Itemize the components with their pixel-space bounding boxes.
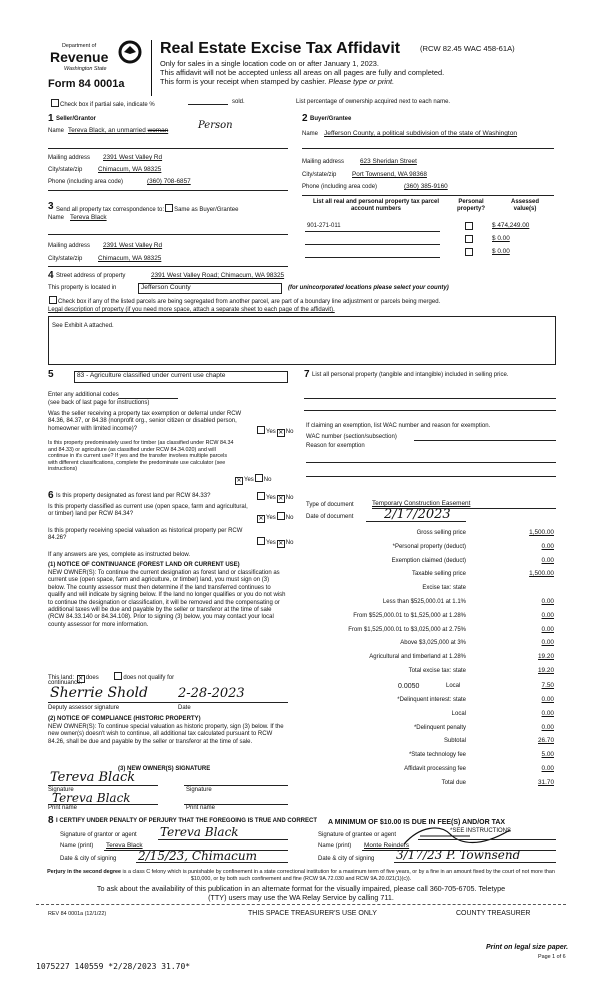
assessor-date: 2-28-2023 — [178, 686, 245, 701]
tax-row-value: 0.00 — [541, 598, 554, 605]
buyer-name: Jefferson County, a political subdivision of the state of Washington — [324, 130, 518, 137]
county-note: (for unincorporated locations please select your county) — [288, 285, 449, 291]
historic-answer[interactable]: Yes ✕ No — [256, 537, 293, 548]
wac-claim: If claiming an exemption, list WAC number and reason for exemption. — [306, 423, 491, 429]
notice-1-text: NEW OWNER(S): To continue the current designation as forest land or classification as current use (open space, farm and agriculture, or timber) land, you must sign on (3) below. The county assessor must then determine if the land transferred continues to qualify and will indicate by signing below. If the land no longer qualifies or you do not wish to continue the designation or classification, it will be removed and the compensating or additional taxes will be due and payable by the seller or transferor at the time of sale (RCW 84.33.140 or 84.34.108). Prior to signing (3) below, you may contact your local county assessor for more information. — [48, 570, 286, 628]
header-divider — [151, 40, 152, 96]
corr-city: Chimacum, WA 98325 — [98, 255, 162, 262]
seller-heading: Seller/Grantor — [56, 116, 97, 122]
tax-row-value: 0.00 — [541, 639, 554, 647]
buyer-phone-label: Phone (including area code) — [302, 184, 378, 190]
street-label: Street address of property — [56, 273, 126, 279]
section-2-number: 2 — [302, 113, 308, 124]
partial-sale-check[interactable]: Check box if partial sale, indicate % — [50, 99, 155, 109]
grantee-signature-label: Signature of grantee or agent — [318, 832, 397, 838]
tax-row-value: 26.70 — [538, 737, 554, 745]
tax-row-label: Affidavit processing fee — [404, 766, 466, 772]
owner-print: Tereva Black — [52, 791, 131, 805]
forest-yes-checkbox[interactable] — [257, 492, 265, 500]
section-8-number: 8 — [48, 815, 54, 826]
tax-row-label: *Delinquent interest: state — [397, 697, 466, 703]
does-not-checkbox[interactable] — [114, 672, 122, 680]
owner-print-label: Print name — [48, 805, 78, 811]
wac-number-label: WAC number (section/subsection) — [306, 434, 397, 440]
owner-print-label-2: Print name — [186, 805, 216, 811]
tax-row-value: 1,500.00 — [529, 529, 554, 536]
seller-name-handwritten: Person — [198, 120, 233, 131]
tax-row-value: 0.00 — [541, 696, 554, 703]
corr-name-label: Name — [48, 215, 65, 221]
perjury-notice: Perjury in the second degree is a class C felony which is punishable by confinement in a state correctional institution for a maximum term of five years, or by a fine in an amount fixed by the court of not more than $10,000, or by both such confinement and fine (RCW 9A.72.030 and RCW 9A.20.021(1)(c)). — [47, 869, 555, 882]
grantee-print: Monte Reinders — [364, 842, 410, 849]
grantor-print: Tereva Black — [106, 842, 143, 849]
tax-row-value: 19.20 — [538, 667, 554, 674]
county-select[interactable]: Jefferson County — [138, 283, 282, 294]
revenue-logo-icon — [118, 40, 142, 64]
street-address: 2391 West Valley Road; Chimacum, WA 98325 — [151, 272, 285, 279]
local-value: 7.50 — [541, 682, 554, 689]
treasurer-note: THIS SPACE TREASURER'S USE ONLY — [248, 910, 377, 917]
buyer-mailing: 623 Sheridan Street — [360, 158, 417, 165]
assessor-signature: Sherrie Shold — [50, 685, 148, 701]
county-treasurer: COUNTY TREASURER — [456, 910, 531, 917]
tax-row-value: 0.00 — [541, 625, 554, 633]
buyer-city: Port Townsend, WA 98368 — [352, 171, 427, 178]
grantor-print-label: Name (print) — [60, 843, 94, 849]
seller-city-label: City/state/zip — [48, 167, 83, 173]
notice-3-heading: (3) NEW OWNER(S) SIGNATURE — [118, 766, 211, 772]
doc-type: Temporary Construction Easement — [372, 500, 471, 507]
tax-row-value: 0.00 — [541, 542, 554, 550]
current-use-yes-checkbox[interactable]: ✕ — [258, 516, 264, 522]
exemption-yes-checkbox[interactable] — [257, 426, 265, 434]
doc-date-label: Date of document — [306, 514, 354, 520]
tax-row-label: Agricultural and timberland at 1.28% — [369, 654, 466, 661]
access-line-1: To ask about the availability of this publication in an alternate format for the visually impaired, please call 360-705-6705. Teletype — [96, 884, 506, 893]
header-note-3: This form is your receipt when stamped by cashier. Please type or print. — [160, 77, 395, 86]
header-note-2: This affidavit will not be accepted unless all areas on all pages are fully and completed. — [160, 68, 445, 77]
dept-line3: Washington State — [64, 66, 107, 72]
buyer-city-label: City/state/zip — [302, 172, 337, 178]
seller-phone: (360) 708-6857 — [147, 178, 191, 185]
assessed-col-header: Assessed value(s) — [510, 199, 540, 213]
located-label: This property is located in — [48, 285, 117, 291]
tax-row-value: 31.70 — [538, 778, 554, 786]
buyer-phone: (360) 385-9160 — [404, 183, 448, 190]
grantee-date-label: Date & city of signing — [318, 856, 375, 862]
personal-property-checkbox[interactable] — [465, 235, 473, 243]
forest-question: Is this property designated as forest land per RCW 84.33? — [56, 493, 211, 499]
owner-signature: Tereva Black — [50, 770, 136, 785]
tax-row-label: *State technology fee — [408, 752, 466, 759]
tax-row-label: Taxable selling price — [411, 571, 466, 578]
dept-line1: Department of — [62, 43, 97, 49]
current-use-question: Is this property classified as current use (open space, farm and agricultural, or timber) land per RCW 84.34? — [48, 504, 248, 518]
correspondence-heading: Send all property tax correspondence to: Same as Buyer/Grantee — [56, 204, 238, 214]
personal-col-header: Personal property? — [456, 199, 485, 213]
segregated-check[interactable]: Check box if any of the listed parcels are being segregated from another parcel, are part of a boundary line adjustment or parcels being merged. — [48, 296, 440, 306]
parcel-assessed-value: $ 0.00 — [492, 235, 510, 242]
land-use-select[interactable]: 83 - Agriculture classified under current use chapte — [74, 371, 288, 383]
form-number: Form 84 0001a — [48, 78, 125, 90]
grantee-signature — [400, 822, 520, 850]
tax-row-label: Excise tax: state — [422, 585, 466, 592]
section-1-number: 1 — [48, 113, 54, 124]
grantor-signature: Tereva Black — [160, 825, 239, 839]
corr-mailing-label: Mailing address — [48, 243, 91, 249]
corr-mailing: 2391 West Valley Rd — [103, 242, 163, 249]
section-5-number: 5 — [48, 369, 54, 380]
recording-stamp: 1075227 140559 *2/28/2023 31.70* — [36, 962, 191, 971]
tax-row-label: *Personal property (deduct) — [392, 543, 466, 550]
timber-yes-checkbox[interactable]: ✕ — [236, 478, 242, 484]
certify-statement: I CERTIFY UNDER PENALTY OF PERJURY THAT THE FOREGOING IS TRUE AND CORRECT — [56, 818, 318, 824]
personal-property-checkbox[interactable] — [465, 248, 473, 256]
legal-description-box[interactable] — [48, 316, 556, 365]
parcel-assessed-value: $ 0.00 — [492, 248, 510, 255]
timber-question: Is this property predominately used for timber (as classified under RCW 84.34 and 84.33) or agriculture (as classified under RCW 84.34.020) and will continue in it's current use? If yes and the transfer involves multiple parcels with different classifications, complete the predominate use calculator (see instructions) — [48, 440, 234, 473]
tax-row-value: 0.00 — [541, 765, 554, 772]
tax-row-label: From $1,525,000.01 to $3,025,000 at 2.75% — [348, 626, 466, 633]
notice-1-heading: (1) NOTICE OF CONTINUANCE (FOREST LAND OR CURRENT USE) — [48, 562, 240, 568]
rev-number: REV 84 0001a (12/1/22) — [48, 911, 107, 917]
ownership-percent-note: List percentage of ownership acquired next to each name. — [296, 99, 451, 105]
grantor-signature-label: Signature of grantor or agent — [60, 832, 137, 838]
timber-answer[interactable]: ✕ Yes No — [234, 474, 271, 485]
tax-row-label: Total due — [441, 779, 466, 786]
tax-row-label: Local — [451, 710, 466, 717]
owner-signature-label: Signature — [48, 787, 74, 793]
section-6-number: 6 — [48, 490, 54, 501]
current-use-no-checkbox[interactable] — [277, 512, 285, 520]
tax-row-label: *Delinquent penalty — [413, 724, 466, 731]
tax-row-value: 0.00 — [541, 556, 554, 564]
timber-no-checkbox[interactable] — [255, 474, 263, 482]
buyer-mailing-label: Mailing address — [302, 159, 345, 165]
access-line-2: (TTY) users may use the WA Relay Service by calling 711. — [208, 893, 394, 902]
parcel-number: 901-271-011 — [307, 223, 341, 229]
deputy-signature-label: Deputy assessor signature — [48, 705, 120, 711]
grantor-date-label: Date & city of signing — [60, 856, 117, 862]
seller-name-label: Name — [48, 128, 65, 134]
historic-question: Is this property receiving special valuation as historical property per RCW 84.26? — [48, 528, 243, 542]
continuance-label: continuance. — [48, 680, 83, 686]
does-checkbox[interactable]: ✕ — [78, 676, 84, 682]
corr-name: Tereva Black — [70, 214, 107, 221]
local-rate: 0.0050 — [398, 683, 420, 690]
grantee-date: 3/17/23 P. Townsend — [396, 848, 521, 862]
form-rcw: (RCW 82.45 WAC 458-61A) — [420, 44, 515, 53]
parcel-assessed-value: $ 474,249.00 — [492, 222, 530, 229]
seller-phone-label: Phone (including area code) — [48, 179, 124, 185]
personal-property-checkbox[interactable] — [465, 222, 473, 230]
page-number: Page 1 of 6 — [538, 954, 566, 960]
notice-2-heading: (2) NOTICE OF COMPLIANCE (HISTORIC PROPERTY) — [48, 716, 201, 722]
corr-city-label: City/state/zip — [48, 256, 83, 262]
owner-signature-label-2: Signature — [186, 787, 212, 793]
form-title: Real Estate Excise Tax Affidavit — [160, 40, 401, 57]
parcel-col-header: List all real and personal property tax parcel account numbers — [312, 199, 440, 213]
codes-label: Enter any additional codes — [48, 392, 119, 398]
tax-row-label: Less than $525,000.01 at 1.1% — [382, 599, 466, 605]
agency-logo — [50, 40, 146, 80]
tax-row-label: Above $3,025,000 at 3% — [400, 640, 466, 647]
forest-no-checkbox[interactable]: ✕ — [278, 496, 284, 502]
same-as-buyer-checkbox[interactable] — [165, 204, 173, 212]
legal-paper-note: Print on legal size paper. — [486, 944, 569, 951]
seller-name: Tereva Black, an unmarried woman — [68, 127, 169, 134]
exemption-question: Was the seller receiving a property tax exemption or deferral under RCW 84.36, 84.37, or 84.38 (nonprofit org., senior citizen or disabled person, homeowner with limited income)? — [48, 411, 242, 432]
exemption-answer[interactable]: Yes ✕ No — [256, 426, 293, 437]
buyer-name-label: Name — [302, 131, 319, 137]
historic-yes-checkbox[interactable] — [257, 537, 265, 545]
grantor-date: 2/15/23, Chimacum — [138, 849, 257, 863]
tax-row-label: Total excise tax: state — [408, 668, 466, 674]
tax-row-label: From $525,000.01 to $1,525,000 at 1.28% — [353, 612, 466, 619]
personal-property-text: List all personal property (tangible and intangible) included in selling price. — [312, 372, 509, 378]
reason-label: Reason for exemption — [306, 443, 365, 449]
seller-city: Chimacum, WA 98325 — [98, 166, 162, 173]
tax-row-label: Subtotal — [443, 738, 466, 745]
section-3-number: 3 — [48, 201, 54, 212]
legal-label: Legal description of property (if you need more space, attach a separate sheet to each page of the affidavit). — [48, 307, 335, 313]
tax-row-label: Gross selling price — [416, 530, 466, 536]
historic-no-checkbox[interactable]: ✕ — [278, 541, 284, 547]
dept-line2: Revenue — [50, 49, 109, 65]
local-label: Local — [446, 683, 461, 689]
segregated-checkbox[interactable] — [49, 296, 57, 304]
notice-2-text: NEW OWNER(S): To continue special valuation as historic property, sign (3) below. If the new owner(s) doesn't wish to continue, all additional tax calculated pursuant to RCW 84.26, shall be due and payable by the seller or transferor at the time of sale. — [48, 724, 284, 745]
buyer-heading: Buyer/Grantee — [310, 116, 352, 122]
doc-date: 2/17/2023 — [384, 507, 451, 522]
tax-row-value: 0.00 — [541, 709, 554, 717]
partial-sale-checkbox[interactable] — [51, 99, 59, 107]
tax-row-value: 1,500.00 — [529, 570, 554, 578]
legal-description: See Exhibit A attached. — [52, 323, 114, 329]
partial-sold-label: sold. — [232, 99, 245, 105]
see-instructions: *SEE INSTRUCTIONS — [450, 828, 512, 834]
seller-mailing: 2391 West Valley Rd — [103, 154, 163, 161]
treasurer-divider — [36, 904, 566, 905]
section-4-number: 4 — [48, 270, 54, 281]
section-7-number: 7 — [304, 369, 310, 380]
seller-mailing-label: Mailing address — [48, 155, 91, 161]
exemption-no-checkbox[interactable]: ✕ — [278, 430, 284, 436]
doc-type-label: Type of document — [306, 502, 354, 508]
forest-answer[interactable]: Yes ✕ No — [256, 492, 293, 503]
tax-row-value: 0.00 — [541, 723, 554, 731]
codes-note: (see back of last page for instructions) — [48, 400, 150, 406]
minimum-note: A MINIMUM OF $10.00 IS DUE IN FEE(S) AND/OR TAX — [328, 819, 506, 826]
current-use-answer[interactable]: ✕ Yes No — [256, 512, 293, 523]
land-qualify: This land: ✕ does does not qualify for — [48, 672, 174, 683]
grantee-print-label: Name (print) — [318, 843, 352, 849]
header-note-1: Only for sales in a single location code on or after January 1, 2023. — [160, 59, 379, 68]
tax-row-value: 0.00 — [541, 611, 554, 619]
tax-row-value: 19.20 — [538, 653, 554, 661]
tax-row-value: 5.00 — [541, 751, 554, 759]
assessor-date-label: Date — [178, 705, 191, 711]
tax-row-label: Exemption claimed (deduct) — [391, 557, 466, 564]
if-yes-note: If any answers are yes, complete as instructed below. — [48, 552, 191, 558]
